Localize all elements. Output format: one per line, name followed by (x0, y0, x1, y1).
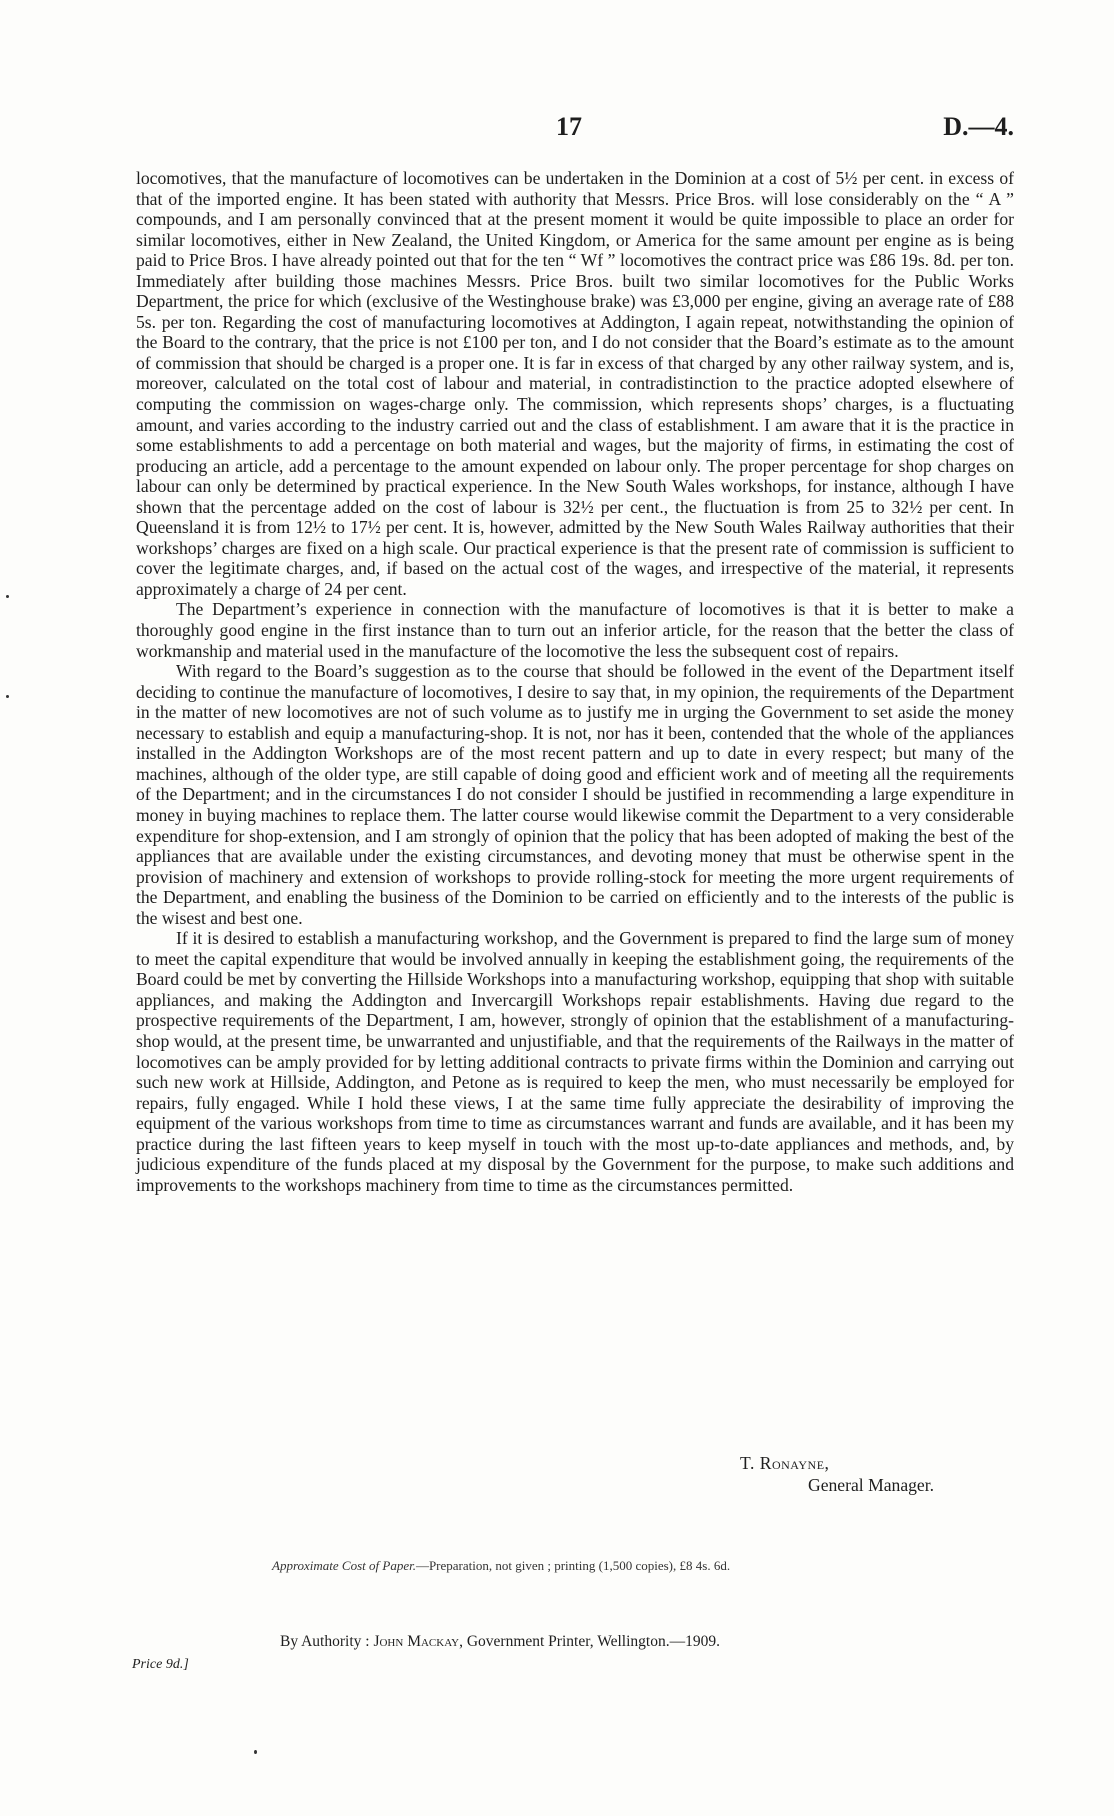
cost-of-paper-note (272, 1558, 730, 1574)
signatory-title: General Manager. (808, 1475, 935, 1495)
paragraph: If it is desired to establish a manufacturing workshop, and the Government is prepared to find the large sum of money to meet the capital expenditure that would be involved annually in keeping the establishment going, the requirements of the Board could be met by converting the Hillside Workshops into a manufacturing workshop, equipping that shop with suitable appliances, and making the Addington and Invercargill Workshops repair establishments. Having due regard to the prospective requirements of the Department, I am, however, strongly of opinion that the establishment of a manufacturing-shop would, at the present time, be unwarranted and unjustifiable, and that the requirements of the Railways in the matter of locomotives can be amply provided for by letting additional contracts to private firms within the Dominion and carrying out such new work at Hillside, Addington, and Petone as is required to keep the men, who must necessarily be employed for repairs, fully engaged. While I hold these views, I at the same time fully appreciate the desirability of improving the equipment of the various workshops from time to time as circumstances warrant and funds are available, and it has been my practice during the last fifteen years to keep myself in touch with the most up-to-date appliances and methods, and, by judicious expenditure of the funds placed at my disposal by the Government for the purpose, to make such additions and improvements to the workshops machinery from time to time as the circumstances permitted. (136, 928, 1014, 1195)
scan-speck (254, 1750, 257, 1754)
authority-prefix: By Authority : (280, 1633, 370, 1650)
signatory-name: T. Ronayne, (740, 1453, 830, 1473)
cost-note-label: Approximate Cost of Paper. (272, 1558, 416, 1573)
cost-note-text: —Preparation, not given ; printing (1,500 copies), £8 4s. 6d. (415, 1558, 731, 1573)
page-header (0, 112, 1114, 152)
scan-speck (6, 595, 9, 598)
printer-authority-line (280, 1633, 720, 1651)
document-code: D.—4. (943, 112, 1014, 141)
price-note: Price 9d.] (132, 1657, 189, 1672)
paragraph: locomotives, that the manufacture of locomotives can be undertaken in the Dominion at a cost of 5½ per cent. in excess of that of the imported engine. It has been stated with authority that Messrs. Price Bros. will lose considerably on the “ A ” compounds, and I am personally convinced that at the present moment it would be quite impossible to place an order for similar locomotives, either in New Zealand, the United Kingdom, or America for the same amount per engine as is being paid to Price Bros. I have already pointed out that for the ten “ Wf ” locomotives the contract price was £86 19s. 8d. per ton. Immediately after building those machines Messrs. Price Bros. built two similar locomotives for the Public Works Department, the price for which (exclusive of the Westinghouse brake) was £3,000 per engine, giving an average rate of £88 5s. per ton. Regarding the cost of manufacturing locomotives at Addington, I again repeat, notwithstanding the opinion of the Board to the contrary, that the price is not £100 per ton, and I do not consider that the Board’s estimate as to the amount of commission that should be charged is a proper one. It is far in excess of that charged by any other railway system, and is, moreover, calculated on the total cost of labour and material, in contradistinction to the practice adopted elsewhere of computing the commission on wages-charge only. The commission, which represents shops’ charges, is a fluctuating amount, and varies according to the industry carried out and the class of establishment. I am aware that it is the practice in some establishments to add a percentage on both material and wages, but the majority of firms, in estimating the cost of producing an article, add a percentage to the amount expended on labour only. The proper percentage for shop charges on labour can only be determined by practical experience. In the New South Wales workshops, for instance, although I have shown that the percentage added on the cost of labour is 32½ per cent., the fluctuation is from 25 to 32½ per cent. In Queensland it is from 12½ to 17½ per cent. It is, however, admitted by the New South Wales Railway authorities that their workshops’ charges are fixed on a high scale. Our practical experience is that the present rate of commission is sufficient to cover the legitimate charges, and, if based on the actual cost of the wages, and irrespective of the material, it represents approximately a charge of 24 per cent. (136, 168, 1014, 599)
paragraph: The Department’s experience in connection with the manufacture of locomotives is that it is better to make a thoroughly good engine in the first instance than to turn out an inferior article, for the reason that the better the class of workmanship and material used in the manufacture of the locomotive the less the subsequent cost of repairs. (136, 599, 1014, 661)
page-number: 17 (556, 112, 582, 141)
paragraph: With regard to the Board’s suggestion as to the course that should be followed in the event of the Department itself deciding to continue the manufacture of locomotives, I desire to say that, in my opinion, the requirements of the Department in the matter of new locomotives are not of such volume as to justify me in urging the Government to set aside the money necessary to establish and equip a manufacturing-shop. It is not, nor has it been, contended that the whole of the appliances installed in the Addington Workshops are of the most recent pattern and up to date in every respect; but many of the machines, although of the older type, are still capable of doing good and efficient work and of meeting all the requirements of the Department; and in the circumstances I do not consider I should be justified in recommending a large expenditure in money in buying machines to replace them. The latter course would likewise commit the Department to a very considerable expenditure for shop-extension, and I am strongly of opinion that the policy that has been adopted of making the best of the appliances that are available under the existing circumstances, and devoting money that must be otherwise spent in the provision of machinery and extension of workshops to provide rolling-stock for meeting the more urgent requirements of the Department, and enabling the business of the Dominion to be carried on efficiently and to the interests of the public is the wisest and best one. (136, 661, 1014, 928)
printer-name: John Mackay, (373, 1633, 463, 1650)
authority-suffix: Government Printer, Wellington.—1909. (466, 1633, 720, 1650)
scan-speck (6, 695, 9, 698)
body-text (136, 168, 1014, 1195)
